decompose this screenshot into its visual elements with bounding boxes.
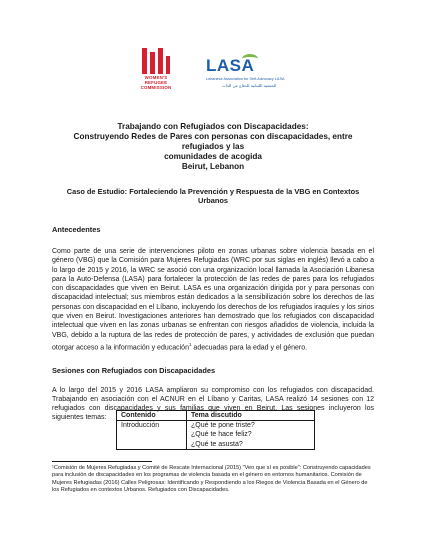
footnote: ¹Comisión de Mujeres Refugiadas y Comité de Rescate Internacional (2015) "Veo que sí es posible": Construyendo capacidades para inclusión de discapacidades en los programas de violencia basada en el género en entornos humanitarios. Comisión de Mujeres Refugiadas (2016) Calles Peligrosas: Identificando y Respondiendo a los Riegos de Violencia Basada en el Género de los Refugiados en contextos Urbanos. Refugiados con Discapacidades.	[52, 465, 371, 493]
lasa-logo-subtitle: Lebanese Association for Self-Advocacy LASA	[206, 77, 285, 81]
table-row	[117, 421, 315, 450]
sessions-table	[116, 410, 315, 450]
table-cell: ¿Qué te pone triste? ¿Qué te hace feliz? ¿Qué te asusta?	[187, 421, 315, 450]
section-heading-sesiones: Sesiones con Refugiados con Discapacidades	[52, 365, 216, 375]
document-body	[52, 122, 374, 423]
footnote-divider	[52, 461, 152, 462]
footnote-marker[interactable]: 1	[188, 341, 192, 347]
lasa-logo-arabic: الجمعية اللبنانية للدفاع عن الذات	[222, 83, 277, 88]
table-header-cell: Contenido	[117, 411, 187, 421]
document-title: Trabajando con Refugiados con Discapacidades: Construyendo Redes de Pares con personas con discapacidades, entre refugiados y las comunidades de acogida Beirut, Lebanon	[73, 122, 353, 171]
section-body-sesiones: A lo largo del 2015 y 2016 LASA ampliaron su compromiso con los refugiados con discapacidad. Trabajando en asociación con el ACNUR en el Líbano y Caritas, LASA realizó 14 sesiones con 12 refugiados con discapacidades y sus familias que viven en Beirut. Las sesiones incluyeron los siguientes temas:	[52, 386, 374, 422]
section-body-antecedentes: Como parte de una serie de intervenciones piloto en zonas urbanas sobre violencia basada en el género (VBG) que la Comisión para Mujeres Refugiadas (WRC por sus siglas en inglés) llevó a cabo a lo largo de 2015 y 2016, la WRC se asoció con una organización local llamada la Asociación Libanesa para la Auto-Defensa (LASA) para fortalecer la protección de las redes de pares para los refugiados con discapacidades que viven en Beirut. LASA es una organización dirigida por y para personas con discapacidad intelectual; sus miembros están dedicados a la sensibilización sobre los derechos de las personas con discapacidad en el Líbano, incluyendo los derechos de los refugiados iraquíes y los sirios que viven en Beirut. Investigaciones anteriores han demostrado que los refugiados con discapacidad intelectual que viven en las zonas urbanas se enfrentan con riesgos añadidos de violencia, incluida la VBG, debido a la ruptura de las redes de protección de pares, y actividades de exclusión que puedan otorgar acceso a la información y educación$^1$ adecuadas para la edad y el género.	[52, 248, 374, 352]
lasa-logo-word: LASA	[206, 56, 255, 75]
header-logos	[0, 48, 425, 96]
table-header-row	[117, 411, 315, 421]
wrc-logo-text: WOMEN'S REFUGEE COMMISSION	[140, 75, 172, 90]
case-study-title: Caso de Estudio: Fortaleciendo la Prevención y Respuesta de la VBG en Contextos Urbanos	[66, 187, 360, 205]
wrc-logo	[128, 48, 184, 96]
wrc-bars-icon	[142, 48, 170, 74]
section-heading-antecedentes: Antecedentes	[52, 225, 101, 234]
table-cell: Introducción	[117, 421, 187, 450]
table-header-cell: Tema discutido	[187, 411, 315, 421]
lasa-logo	[198, 56, 298, 94]
